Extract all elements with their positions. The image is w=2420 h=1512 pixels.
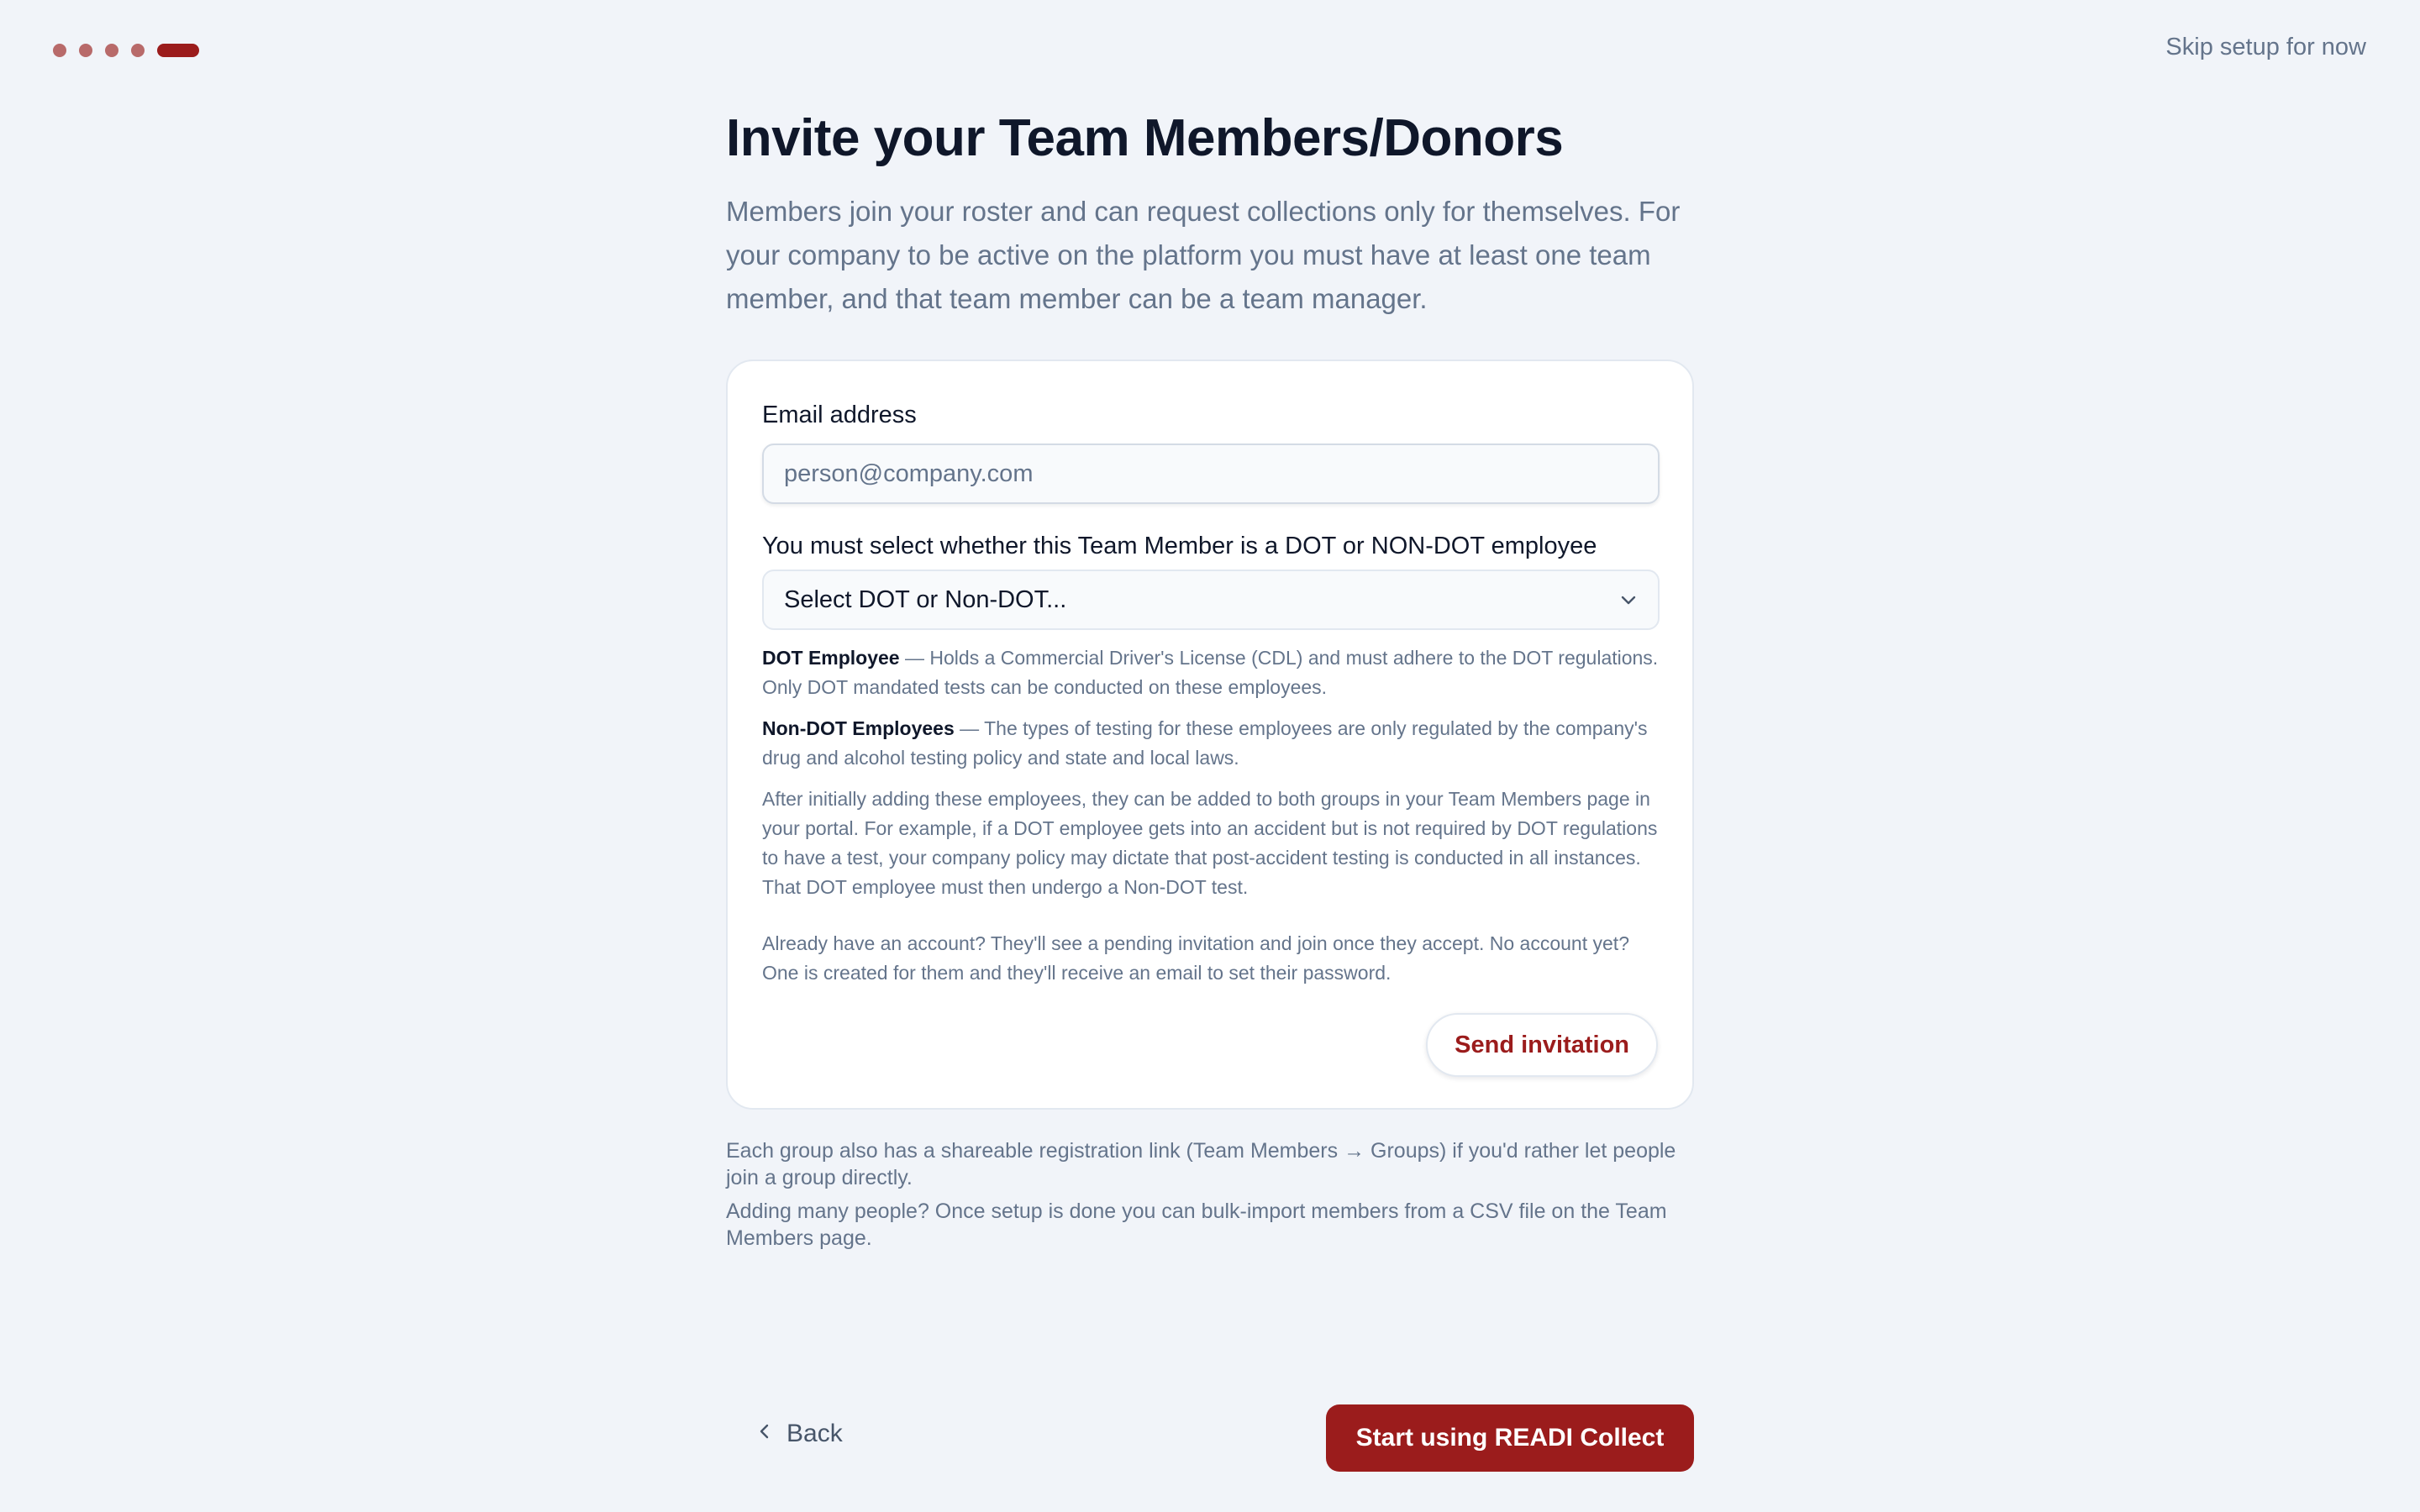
page-subtitle: Members join your roster and can request collections only for themselves. For your company to be active on the platform you must have at least one team member, and that team member can be a team manager. (726, 196, 1681, 314)
page-title: Invite your Team Members/Donors (726, 109, 1564, 167)
progress-step-1 (53, 44, 66, 57)
account-info: Already have an account? They'll see a pending invitation and join once they accept. No account yet? One is created for them and they'll receive an email to set their password. (762, 932, 1629, 984)
dot-type-select-value: Select DOT or Non-DOT... (784, 585, 1067, 613)
main-content (726, 106, 1694, 1250)
nondot-employee-info (762, 714, 1660, 773)
nondot-employee-description: — The types of testing for these employees are only regulated by the company's drug and alcohol testing policy and state and local laws. (762, 717, 1648, 769)
chevron-down-icon (1618, 589, 1639, 611)
chevron-left-icon (755, 1420, 775, 1448)
invite-form-card (726, 360, 1694, 1110)
skip-setup-link[interactable]: Skip setup for now (2165, 34, 2366, 60)
nondot-employee-term: Non-DOT Employees (762, 717, 955, 739)
dot-type-label: You must select whether this Team Member is a DOT or NON-DOT employee (762, 533, 1597, 559)
send-invitation-button[interactable]: Send invitation (1426, 1013, 1658, 1077)
progress-step-3 (105, 44, 118, 57)
dot-employee-term: DOT Employee (762, 647, 900, 669)
back-button[interactable] (755, 1420, 843, 1448)
progress-step-2 (79, 44, 92, 57)
back-label: Back (786, 1420, 843, 1447)
dot-employee-description: — Holds a Commercial Driver's License (CDL) and must adhere to the DOT regulations. Only DOT mandated tests can be conducted on these employees. (762, 647, 1659, 698)
email-label: Email address (762, 402, 917, 428)
email-field[interactable] (762, 444, 1660, 504)
progress-step-4 (131, 44, 145, 57)
bulk-import-note: Adding many people? Once setup is done you can bulk-import members from a CSV file on the Team Members page. (726, 1200, 1667, 1250)
start-using-button[interactable]: Start using READI Collect (1326, 1404, 1694, 1472)
groups-info: After initially adding these employees, they can be added to both groups in your Team Members page in your portal. For example, if a DOT employee gets into an accident but is not required by DOT regulations to have a test, your company policy may dictate that post-accident testing is conducted in all instances. That DOT employee must then undergo a Non-DOT test. (762, 788, 1658, 898)
dot-employee-info (762, 643, 1660, 702)
registration-link-note: Each group also has a shareable registration link (Team Members → Groups) if you'd rather let people join a group directly. (726, 1139, 1676, 1189)
progress-step-5-current (157, 44, 199, 57)
dot-type-select[interactable] (762, 570, 1660, 630)
step-progress (53, 44, 199, 57)
